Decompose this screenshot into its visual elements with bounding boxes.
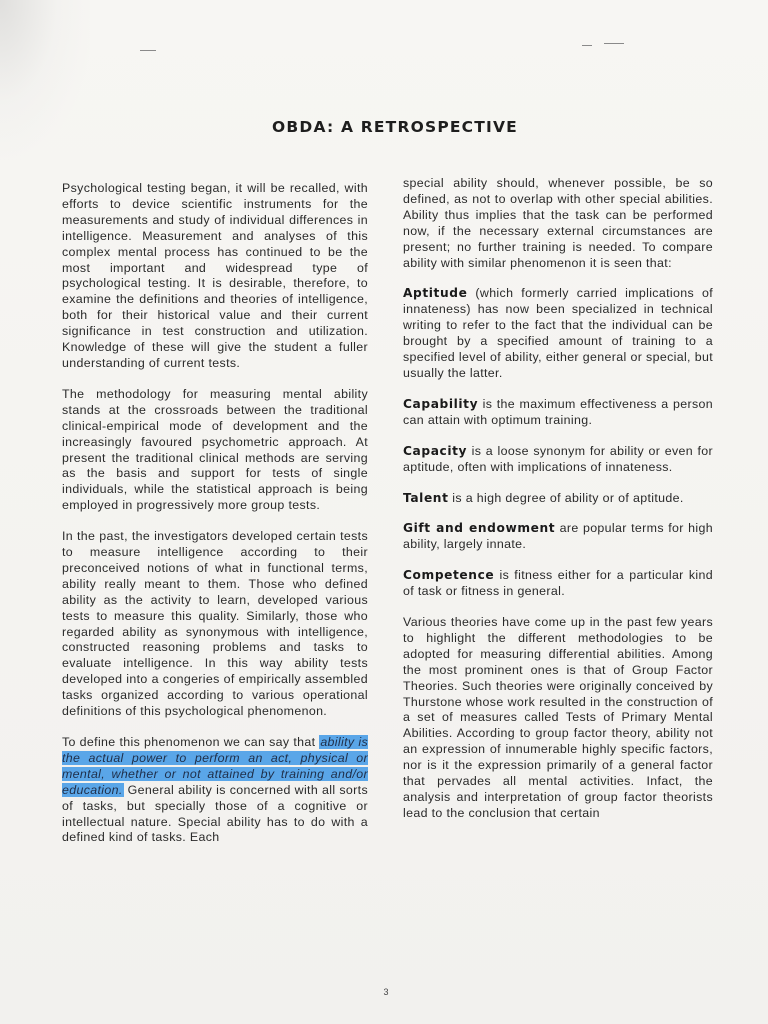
definition-gift-endowment — [403, 521, 713, 553]
page-edge-shadow — [0, 0, 90, 160]
definition-capability — [403, 397, 713, 429]
definition-trailing-text: General ability is concerned with all sorts of tasks, but specially those of a cognitive or intellectual nature. Special ability has to do with a defined kind of tasks. Each — [62, 782, 368, 845]
paragraph-past-investigators: In the past, the investigators developed certain tests to measure intelligence according to their preconceived notions of what in functional terms, ability really meant to them. Those who defined ability as the activity to learn, developed various tests to measure this quality. Similarly, those who regarded ability as synonymous with intelligence, constructed reasoning problems and tasks to evaluate intelligence. In this way ability tests developed into a congeries of empirically assembled tasks organized according to various operational definitions of this psychological phenomenon. — [62, 529, 368, 719]
term-aptitude: Aptitude — [403, 286, 468, 301]
page-title: OBDA: A RETROSPECTIVE — [272, 118, 518, 136]
scan-mark — [140, 50, 156, 51]
competence-description: is fitness either for a particular kind of task or fitness in general. — [403, 568, 713, 599]
capacity-description: is a loose synonym for ability or even for aptitude, often with implications of innateness. — [403, 443, 713, 474]
paragraph-special-ability: special ability should, whenever possible, be so defined, as not to overlap with other special abilities. Ability thus implies that the task can be performed now, if the necessary external circumstances are present; no further training is needed. To compare ability with similar phenomenon it is seen that: — [403, 176, 713, 270]
talent-description: is a high degree of ability or of aptitude. — [448, 490, 684, 505]
aptitude-description: (which formerly carried implications of innateness) has now been specialized in technical writing to refer to the fact that the individual can be brought by a specified amount of training to a specified level of ability, either general or special, but usually the latter. — [403, 286, 713, 380]
term-capability: Capability — [403, 396, 479, 411]
page-number: 3 — [383, 987, 389, 997]
scan-mark — [604, 43, 624, 44]
definition-capacity — [403, 444, 713, 476]
definition-aptitude — [403, 286, 713, 381]
capability-description: is the maximum effectiveness a person can attain with optimum training. — [403, 396, 713, 427]
definition-competence — [403, 568, 713, 600]
term-gift-endowment: Gift and endowment — [403, 521, 556, 536]
paragraph-definition — [62, 735, 368, 846]
term-capacity: Capacity — [403, 443, 468, 458]
paragraph-methodology: The methodology for measuring mental ability stands at the crossroads between the traditional clinical-empirical mode of development and the increasingly favoured psychometric approach. At present the traditional clinical methods are serving as the basis and support for tests of single individuals, while the statistical approach is being employed in progressively more group tests. — [62, 386, 368, 513]
gift-endowment-description: are popular terms for high ability, largely innate. — [403, 521, 713, 552]
paragraph-group-factor-theories: Various theories have come up in the past few years to highlight the different methodologies to be adopted for measuring differential abilities. Among the most prominent ones is that of Group Factor Theories. Such theories were originally conceived by Thurstone whose work resulted in the construction of a set of measures called Tests of Primary Mental Abilities. According to group factor theory, ability not an expression of innumerable highly specific factors, nor is it the expression primarily of a general factor that pervades all mental activities. Infact, the analysis and interpretation of group factor theorists lead to the conclusion that certain — [403, 615, 713, 820]
term-competence: Competence — [403, 568, 495, 583]
definition-talent — [403, 491, 713, 507]
definition-lead-text: To define this phenomenon we can say that — [62, 735, 320, 749]
left-column — [62, 181, 368, 861]
term-talent: Talent — [403, 490, 449, 505]
right-column — [403, 176, 713, 837]
highlighted-definition: ability is the actual power to perform an act, physical or mental, whether or not attained by training and/or education. — [62, 735, 368, 797]
scan-mark — [582, 45, 592, 46]
paragraph-intro: Psychological testing began, it will be recalled, with efforts to device scientific instruments for the measurements and study of individual differences in intelligence. Measurement and analyses of this complex mental process has continued to be the most important and widespread type of psychological testing. It is desirable, therefore, to examine the definitions and theories of intelligence, both for their historical value and their current significance in test construction and utilization. Knowledge of these will give the student a fuller understanding of current tests. — [62, 181, 368, 370]
